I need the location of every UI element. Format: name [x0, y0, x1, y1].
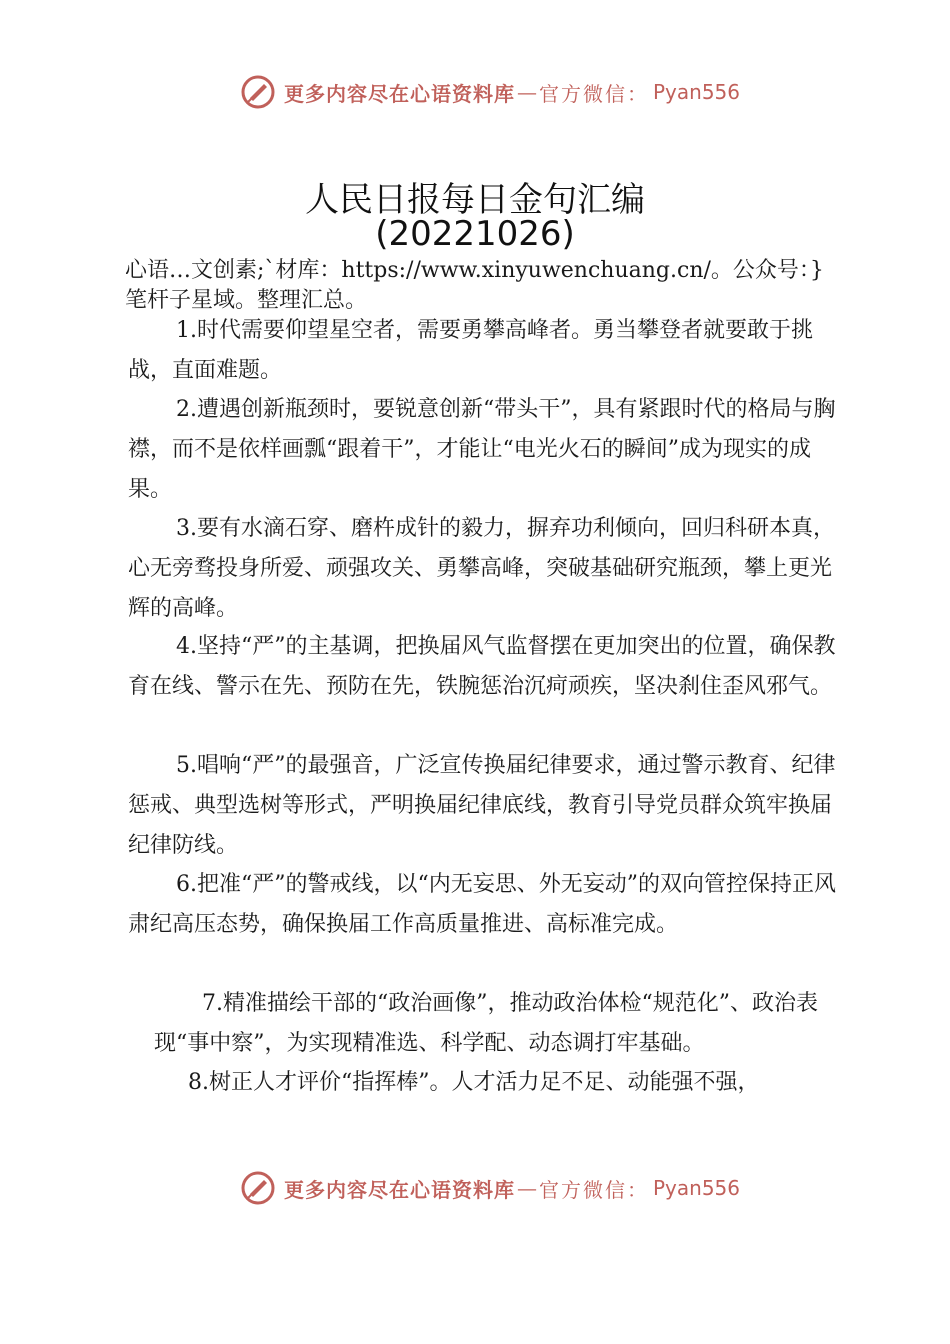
watermark-separator: —	[517, 80, 537, 104]
quote-item-5: 5.唱响“严”的最强音，广泛宣传换届纪律要求，通过警示教育、纪律惩戒、典型选树等形式，严明换届纪律底线，教育引导党员群众筑牢换届纪律防线。	[128, 753, 836, 858]
footer-watermark	[240, 1168, 760, 1208]
logo-icon	[240, 74, 276, 110]
watermark-text: 更多内容尽在心语资料库	[284, 1177, 515, 1202]
quote-item-4: 4.坚持“严”的主基调，把换届风气监督摆在更加突出的位置，确保教育在线、警示在先、预防在先，铁腕惩治沉疴顽疾，坚决刹住歪风邪气。	[128, 634, 836, 699]
page-subtitle-date: (20221026)	[375, 214, 575, 254]
quote-item-2: 2.遭遇创新瓶颈时，要锐意创新“带头干”，具有紧跟时代的格局与胸襟，而不是依样画瓢“跟着干”，才能让“电光火石的瞬间”成为现实的成果。	[128, 397, 836, 502]
watermark-text: 更多内容尽在心语资料库	[284, 81, 515, 106]
quote-item-8: 8.树正人才评价“指挥棒”。人才活力足不足、动能强不强，	[188, 1070, 760, 1095]
quote-item-6: 6.把准“严”的警戒线，以“内无妄思、外无妄动”的双向管控保持正风肃纪高压态势，确保换届工作高质量推进、高标准完成。	[128, 872, 836, 937]
quote-item-7: 7.精准描绘干部的“政治画像”，推动政治体检“规范化”、政治表现“事中察”，为实现精准选、科学配、动态调打牢基础。	[154, 991, 818, 1056]
watermark-wechat-id: Pyan556	[653, 1176, 741, 1200]
watermark-separator: —	[517, 1176, 537, 1200]
source-note: 心语…文创素;`材库：https://www.xinyuwenchuang.cn/。公众号：}笔杆子星域。整理汇总。	[125, 258, 824, 313]
quote-item-3: 3.要有水滴石穿、磨杵成针的毅力，摒弃功利倾向，回归科研本真，心无旁骛投身所爱、顽强攻关、勇攀高峰，突破基础研究瓶颈，攀上更光辉的高峰。	[128, 516, 835, 621]
watermark-wechat-label: 官方微信：	[539, 1177, 649, 1202]
logo-icon	[240, 1170, 276, 1206]
watermark-wechat-id: Pyan556	[653, 80, 741, 104]
watermark-wechat-label: 官方微信：	[539, 81, 649, 106]
quote-item-1: 1.时代需要仰望星空者，需要勇攀高峰者。勇当攀登者就要敢于挑战，直面难题。	[128, 318, 813, 383]
page-title: 人民日报每日金句汇编	[305, 180, 645, 220]
header-watermark	[240, 72, 760, 112]
